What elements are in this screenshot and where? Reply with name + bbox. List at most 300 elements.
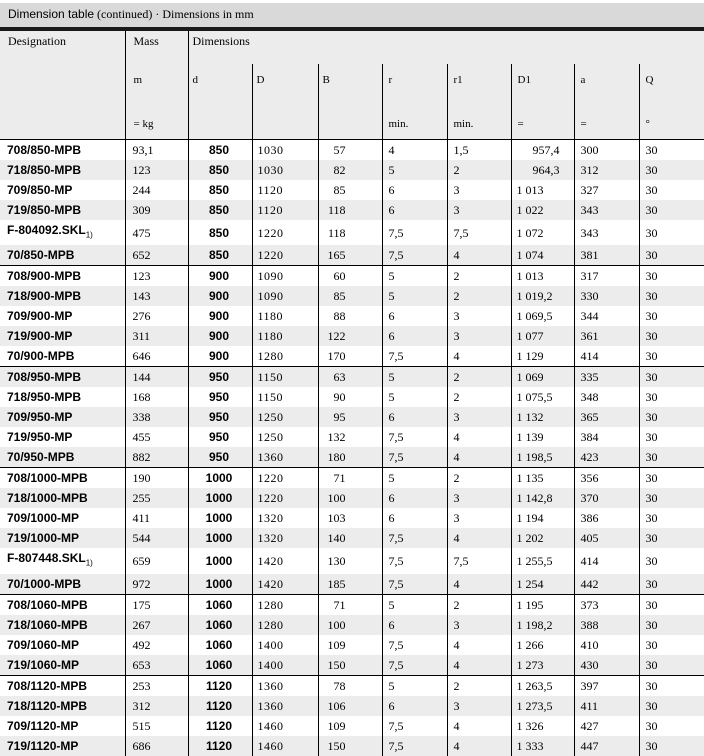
a-cell: 381 <box>574 245 639 266</box>
a-cell: 356 <box>574 468 639 489</box>
designation-cell: 718/1000-MPB <box>0 488 125 508</box>
q-cell: 30 <box>639 140 704 161</box>
table-title: Dimension table <box>8 7 95 21</box>
B-cell: 132 <box>318 427 382 447</box>
mass-cell: 276 <box>125 306 188 326</box>
designation-cell: $F-804092.SKL_{1)}$ <box>7 223 93 240</box>
table-subtitle: (continued) · Dimensions in mm <box>94 7 254 21</box>
D-unit <box>252 110 318 140</box>
D-cell: 1360 <box>252 696 318 716</box>
D1-cell: 1 266 <box>511 635 574 655</box>
a-cell: 388 <box>574 615 639 635</box>
q-cell: 30 <box>639 615 704 635</box>
D-cell: 1030 <box>252 140 318 161</box>
B-cell: 95 <box>318 407 382 427</box>
D-cell: 1320 <box>252 528 318 548</box>
r1-cell: 4 <box>447 427 511 447</box>
table-row <box>0 387 704 407</box>
table-row <box>0 160 704 180</box>
table-row <box>0 286 704 306</box>
q-cell: 30 <box>639 696 704 716</box>
d-cell: 900 <box>188 286 252 306</box>
B-cell: 60 <box>318 266 382 287</box>
D-cell: 1360 <box>252 447 318 468</box>
D1-cell: 1 198,2 <box>511 615 574 635</box>
designation-cell: 709/1000-MP <box>7 511 80 526</box>
q-cell: 30 <box>639 180 704 200</box>
q-cell: 30 <box>639 346 704 367</box>
D-cell: 1400 <box>252 635 318 655</box>
q-cell: 30 <box>639 286 704 306</box>
r1-cell: 4 <box>447 447 511 468</box>
table-row <box>0 220 704 245</box>
table-row <box>0 180 704 200</box>
D-cell: 1400 <box>252 655 318 676</box>
d-cell: 900 <box>188 346 252 367</box>
B-cell: 130 <box>318 548 382 573</box>
a-cell: 414 <box>574 346 639 367</box>
D-cell: 1280 <box>252 346 318 367</box>
mass-cell: 311 <box>125 326 188 346</box>
r-cell: 6 <box>382 180 447 200</box>
mass-cell: 455 <box>125 427 188 447</box>
designation-cell: 708/850-MPB <box>7 143 82 157</box>
d-cell: 1000 <box>188 548 252 573</box>
a-cell: 317 <box>574 266 639 287</box>
B-cell: 82 <box>318 160 382 180</box>
a-cell: 423 <box>574 447 639 468</box>
table-body <box>0 140 704 756</box>
D-cell: 1090 <box>252 286 318 306</box>
mass-header: Mass <box>125 31 188 64</box>
mass-cell: 652 <box>125 245 188 266</box>
q-cell: 30 <box>639 266 704 287</box>
D-cell: 1120 <box>252 200 318 220</box>
designation-cell: 718/900-MPB <box>0 286 125 306</box>
d-cell: 1060 <box>188 655 252 676</box>
mass-cell: 653 <box>125 655 188 676</box>
designation-cell: 719/850-MPB <box>0 200 125 220</box>
a-cell: 361 <box>574 326 639 346</box>
mass-cell: 244 <box>125 180 188 200</box>
r-cell: 6 <box>382 407 447 427</box>
B-cell: 63 <box>318 367 382 388</box>
D-cell: 1090 <box>252 266 318 287</box>
designation-cell: 70/900-MPB <box>7 349 75 364</box>
designation-cell: 708/1120-MPB <box>0 675 125 696</box>
d-cell: 1000 <box>188 574 252 595</box>
r-cell: 7,5 <box>382 574 447 595</box>
D-cell: 1180 <box>252 326 318 346</box>
d-cell: 1000 <box>188 468 252 489</box>
r1-cell: 2 <box>447 286 511 306</box>
a-cell: 300 <box>574 140 639 161</box>
D-cell: 1150 <box>252 367 318 388</box>
a-cell: 414 <box>574 548 639 573</box>
table-row <box>0 675 704 696</box>
q-cell: 30 <box>639 306 704 326</box>
B-cell: 103 <box>318 508 382 528</box>
mass-cell: 515 <box>125 716 188 736</box>
d-cell: 900 <box>188 266 252 287</box>
D1-cell: 1 077 <box>511 326 574 346</box>
table-row <box>0 488 704 508</box>
D1-cell: 1 142,8 <box>511 488 574 508</box>
B-cell: 106 <box>318 696 382 716</box>
designation-cell: 70/1000-MPB <box>0 574 125 595</box>
mass-cell: 972 <box>125 574 188 595</box>
dimension-table <box>0 31 704 756</box>
table-row <box>0 655 704 676</box>
d-cell: 1000 <box>188 508 252 528</box>
D-cell: 1250 <box>252 427 318 447</box>
d-cell: 850 <box>188 220 252 245</box>
designation-cell: 719/1120-MP <box>0 736 125 756</box>
d-cell: 1000 <box>188 528 252 548</box>
r1-cell: 4 <box>447 736 511 756</box>
mass-cell: 144 <box>125 367 188 388</box>
D-symbol: D <box>252 64 318 110</box>
designation-cell: 718/1120-MPB <box>0 696 125 716</box>
designation-cell: 708/950-MPB <box>0 367 125 388</box>
r1-cell: 3 <box>447 696 511 716</box>
D1-cell: 1 139 <box>511 427 574 447</box>
mass-cell: 143 <box>125 286 188 306</box>
B-cell: 122 <box>318 326 382 346</box>
r-cell: 5 <box>382 387 447 407</box>
q-cell: 30 <box>639 200 704 220</box>
d-cell: 1000 <box>188 488 252 508</box>
r-cell: 7,5 <box>382 220 447 245</box>
r-cell: 6 <box>382 488 447 508</box>
table-row <box>0 266 704 287</box>
q-cell: 30 <box>639 468 704 489</box>
D-cell: 1360 <box>252 675 318 696</box>
r1-cell: 4 <box>447 346 511 367</box>
mass-cell: 411 <box>125 508 188 528</box>
B-cell: 78 <box>318 675 382 696</box>
D1-cell: 1 074 <box>511 245 574 266</box>
D1-symbol: D1 <box>511 64 574 110</box>
r1-cell: 3 <box>447 508 511 528</box>
r1-cell: 3 <box>447 615 511 635</box>
r-cell: 7,5 <box>382 655 447 676</box>
D1-cell: 1 069 <box>511 367 574 388</box>
B-cell: 185 <box>318 574 382 595</box>
a-cell: 397 <box>574 675 639 696</box>
a-cell: 410 <box>574 635 639 655</box>
designation-cell: 709/900-MP <box>7 309 73 324</box>
a-cell: 327 <box>574 180 639 200</box>
q-cell: 30 <box>639 245 704 266</box>
r-cell: 5 <box>382 286 447 306</box>
D1-cell: 1 273,5 <box>511 696 574 716</box>
r1-cell: 3 <box>447 407 511 427</box>
D1-cell: 964,3 <box>511 160 574 180</box>
D1-unit: = <box>511 110 574 140</box>
table-row <box>0 574 704 595</box>
q-cell: 30 <box>639 427 704 447</box>
mass-cell: 190 <box>125 468 188 489</box>
designation-cell: 708/1000-MPB <box>0 468 125 489</box>
a-cell: 370 <box>574 488 639 508</box>
d-cell: 850 <box>188 200 252 220</box>
r-cell: 7,5 <box>382 427 447 447</box>
r1-cell: 4 <box>447 574 511 595</box>
r1-cell: 2 <box>447 468 511 489</box>
a-cell: 330 <box>574 286 639 306</box>
q-cell: 30 <box>639 326 704 346</box>
d-cell: 850 <box>188 180 252 200</box>
r1-cell: 2 <box>447 594 511 615</box>
a-cell: 373 <box>574 594 639 615</box>
d-cell: 1120 <box>188 716 252 736</box>
a-cell: 427 <box>574 716 639 736</box>
d-cell: 1060 <box>188 635 252 655</box>
a-cell: 365 <box>574 407 639 427</box>
B-cell: 118 <box>318 220 382 245</box>
designation-cell: 718/1060-MPB <box>0 615 125 635</box>
B-cell: 100 <box>318 615 382 635</box>
mass-cell: 168 <box>125 387 188 407</box>
r1-cell: 2 <box>447 266 511 287</box>
d-cell: 900 <box>188 326 252 346</box>
D-cell: 1460 <box>252 716 318 736</box>
a-cell: 384 <box>574 427 639 447</box>
q-symbol: Q <box>639 64 704 110</box>
a-cell: 430 <box>574 655 639 676</box>
r-cell: 5 <box>382 266 447 287</box>
d-cell: 1120 <box>188 696 252 716</box>
d-cell: 1120 <box>188 675 252 696</box>
d-cell: 950 <box>188 387 252 407</box>
r-cell: 6 <box>382 306 447 326</box>
mass-cell: 492 <box>125 635 188 655</box>
d-cell: 950 <box>188 407 252 427</box>
q-cell: 30 <box>639 736 704 756</box>
mass-cell: 338 <box>125 407 188 427</box>
B-cell: 88 <box>318 306 382 326</box>
D1-cell: 1 129 <box>511 346 574 367</box>
table-row <box>0 716 704 736</box>
designation-cell: 719/1060-MP <box>0 655 125 676</box>
a-cell: 344 <box>574 306 639 326</box>
D1-cell: 1 075,5 <box>511 387 574 407</box>
mass-cell: 312 <box>125 696 188 716</box>
B-cell: 118 <box>318 200 382 220</box>
D1-cell: 1 135 <box>511 468 574 489</box>
q-cell: 30 <box>639 367 704 388</box>
D1-cell: 1 254 <box>511 574 574 595</box>
q-unit: ° <box>639 110 704 140</box>
designation-cell: 70/850-MPB <box>0 245 125 266</box>
r-cell: 6 <box>382 326 447 346</box>
r-cell: 7,5 <box>382 635 447 655</box>
table-row <box>0 200 704 220</box>
r1-cell: 3 <box>447 306 511 326</box>
table-row <box>0 615 704 635</box>
mass-cell: 882 <box>125 447 188 468</box>
B-cell: 109 <box>318 716 382 736</box>
dimensions-header: Dimensions <box>188 31 704 64</box>
B-cell: 150 <box>318 655 382 676</box>
table-row <box>0 140 704 161</box>
header-row-labels <box>0 31 704 64</box>
a-cell: 343 <box>574 220 639 245</box>
D1-cell: 1 013 <box>511 180 574 200</box>
designation-cell: 709/950-MP <box>0 407 125 427</box>
designation-cell: 718/950-MPB <box>7 390 82 405</box>
B-symbol: B <box>318 64 382 110</box>
D1-cell: 1 202 <box>511 528 574 548</box>
mass-cell: 686 <box>125 736 188 756</box>
footnote-marker: 1) <box>85 230 93 240</box>
r-unit: min. <box>382 110 447 140</box>
q-cell: 30 <box>639 447 704 468</box>
r-cell: 7,5 <box>382 736 447 756</box>
q-cell: 30 <box>639 528 704 548</box>
table-row <box>0 508 704 528</box>
designation-cell: $F-807448.SKL_{1)}$ <box>7 551 93 568</box>
r-cell: 5 <box>382 367 447 388</box>
D-cell: 1150 <box>252 387 318 407</box>
B-cell: 71 <box>318 468 382 489</box>
B-cell: 100 <box>318 488 382 508</box>
a-cell: 405 <box>574 528 639 548</box>
a-unit: = <box>574 110 639 140</box>
designation-cell: 709/1120-MP <box>7 718 79 733</box>
B-cell: 180 <box>318 447 382 468</box>
table-row <box>0 427 704 447</box>
designation-header-blank <box>0 110 125 140</box>
d-cell: 850 <box>188 160 252 180</box>
designation-cell: 70/950-MPB <box>0 447 125 468</box>
r1-cell: 4 <box>447 245 511 266</box>
r1-unit: min. <box>447 110 511 140</box>
designation-header: Designation <box>0 31 125 64</box>
D-cell: 1250 <box>252 407 318 427</box>
r1-cell: 4 <box>447 528 511 548</box>
designation-cell: 708/1060-MPB <box>0 594 125 615</box>
a-cell: 312 <box>574 160 639 180</box>
D1-cell: 1 255,5 <box>511 548 574 573</box>
D1-cell: 1 263,5 <box>511 675 574 696</box>
B-unit <box>318 110 382 140</box>
table-row <box>0 367 704 388</box>
r1-cell: 3 <box>447 180 511 200</box>
B-cell: 85 <box>318 286 382 306</box>
table-row <box>0 736 704 756</box>
table-row <box>0 447 704 468</box>
r-cell: 7,5 <box>382 245 447 266</box>
d-cell: 1060 <box>188 615 252 635</box>
r-cell: 7,5 <box>382 716 447 736</box>
B-cell: 140 <box>318 528 382 548</box>
d-cell: 950 <box>188 367 252 388</box>
a-cell: 343 <box>574 200 639 220</box>
mass-cell: 646 <box>125 346 188 367</box>
table-row <box>0 548 704 573</box>
r1-cell: 3 <box>447 326 511 346</box>
D-cell: 1120 <box>252 180 318 200</box>
D1-cell: 957,4 <box>511 140 574 161</box>
r1-cell: 7,5 <box>447 220 511 245</box>
d-symbol: d <box>188 64 252 110</box>
r-cell: 5 <box>382 675 447 696</box>
r1-cell: 4 <box>447 635 511 655</box>
r-cell: 6 <box>382 508 447 528</box>
r-cell: 6 <box>382 696 447 716</box>
d-cell: 900 <box>188 306 252 326</box>
a-cell: 442 <box>574 574 639 595</box>
mass-cell: 253 <box>125 675 188 696</box>
d-unit <box>188 110 252 140</box>
D1-cell: 1 194 <box>511 508 574 528</box>
q-cell: 30 <box>639 548 704 573</box>
D-cell: 1460 <box>252 736 318 756</box>
mass-cell: 475 <box>125 220 188 245</box>
r1-cell: 3 <box>447 200 511 220</box>
r1-cell: 4 <box>447 655 511 676</box>
designation-cell: 709/850-MP <box>7 183 73 197</box>
q-cell: 30 <box>639 488 704 508</box>
q-cell: 30 <box>639 387 704 407</box>
r-cell: 6 <box>382 200 447 220</box>
table-row <box>0 468 704 489</box>
q-cell: 30 <box>639 655 704 676</box>
r1-cell: 4 <box>447 716 511 736</box>
table-row <box>0 245 704 266</box>
D1-cell: 1 132 <box>511 407 574 427</box>
mass-cell: 309 <box>125 200 188 220</box>
r1-cell: 1,5 <box>447 140 511 161</box>
table-row <box>0 407 704 427</box>
B-cell: 90 <box>318 387 382 407</box>
D1-cell: 1 333 <box>511 736 574 756</box>
d-cell: 850 <box>188 140 252 161</box>
footnote-marker: 1) <box>85 558 93 568</box>
D-cell: 1320 <box>252 508 318 528</box>
D1-cell: 1 273 <box>511 655 574 676</box>
table-row <box>0 635 704 655</box>
q-cell: 30 <box>639 594 704 615</box>
designation-cell: 718/850-MPB <box>0 160 125 180</box>
table-row <box>0 306 704 326</box>
D1-cell: 1 019,2 <box>511 286 574 306</box>
a-cell: 335 <box>574 367 639 388</box>
mass-cell: 659 <box>125 548 188 573</box>
r1-cell: 3 <box>447 488 511 508</box>
r-cell: 5 <box>382 160 447 180</box>
d-cell: 950 <box>188 447 252 468</box>
mass-cell: 123 <box>125 160 188 180</box>
D1-cell: 1 195 <box>511 594 574 615</box>
q-cell: 30 <box>639 160 704 180</box>
D-cell: 1420 <box>252 548 318 573</box>
B-cell: 57 <box>318 140 382 161</box>
a-cell: 386 <box>574 508 639 528</box>
table-row <box>0 346 704 367</box>
table-row <box>0 696 704 716</box>
B-cell: 150 <box>318 736 382 756</box>
mass-cell: 175 <box>125 594 188 615</box>
table-row <box>0 326 704 346</box>
D-cell: 1420 <box>252 574 318 595</box>
D-cell: 1220 <box>252 488 318 508</box>
designation-cell: 708/900-MPB <box>0 266 125 287</box>
designation-cell: 719/900-MP <box>0 326 125 346</box>
r1-cell: 2 <box>447 387 511 407</box>
